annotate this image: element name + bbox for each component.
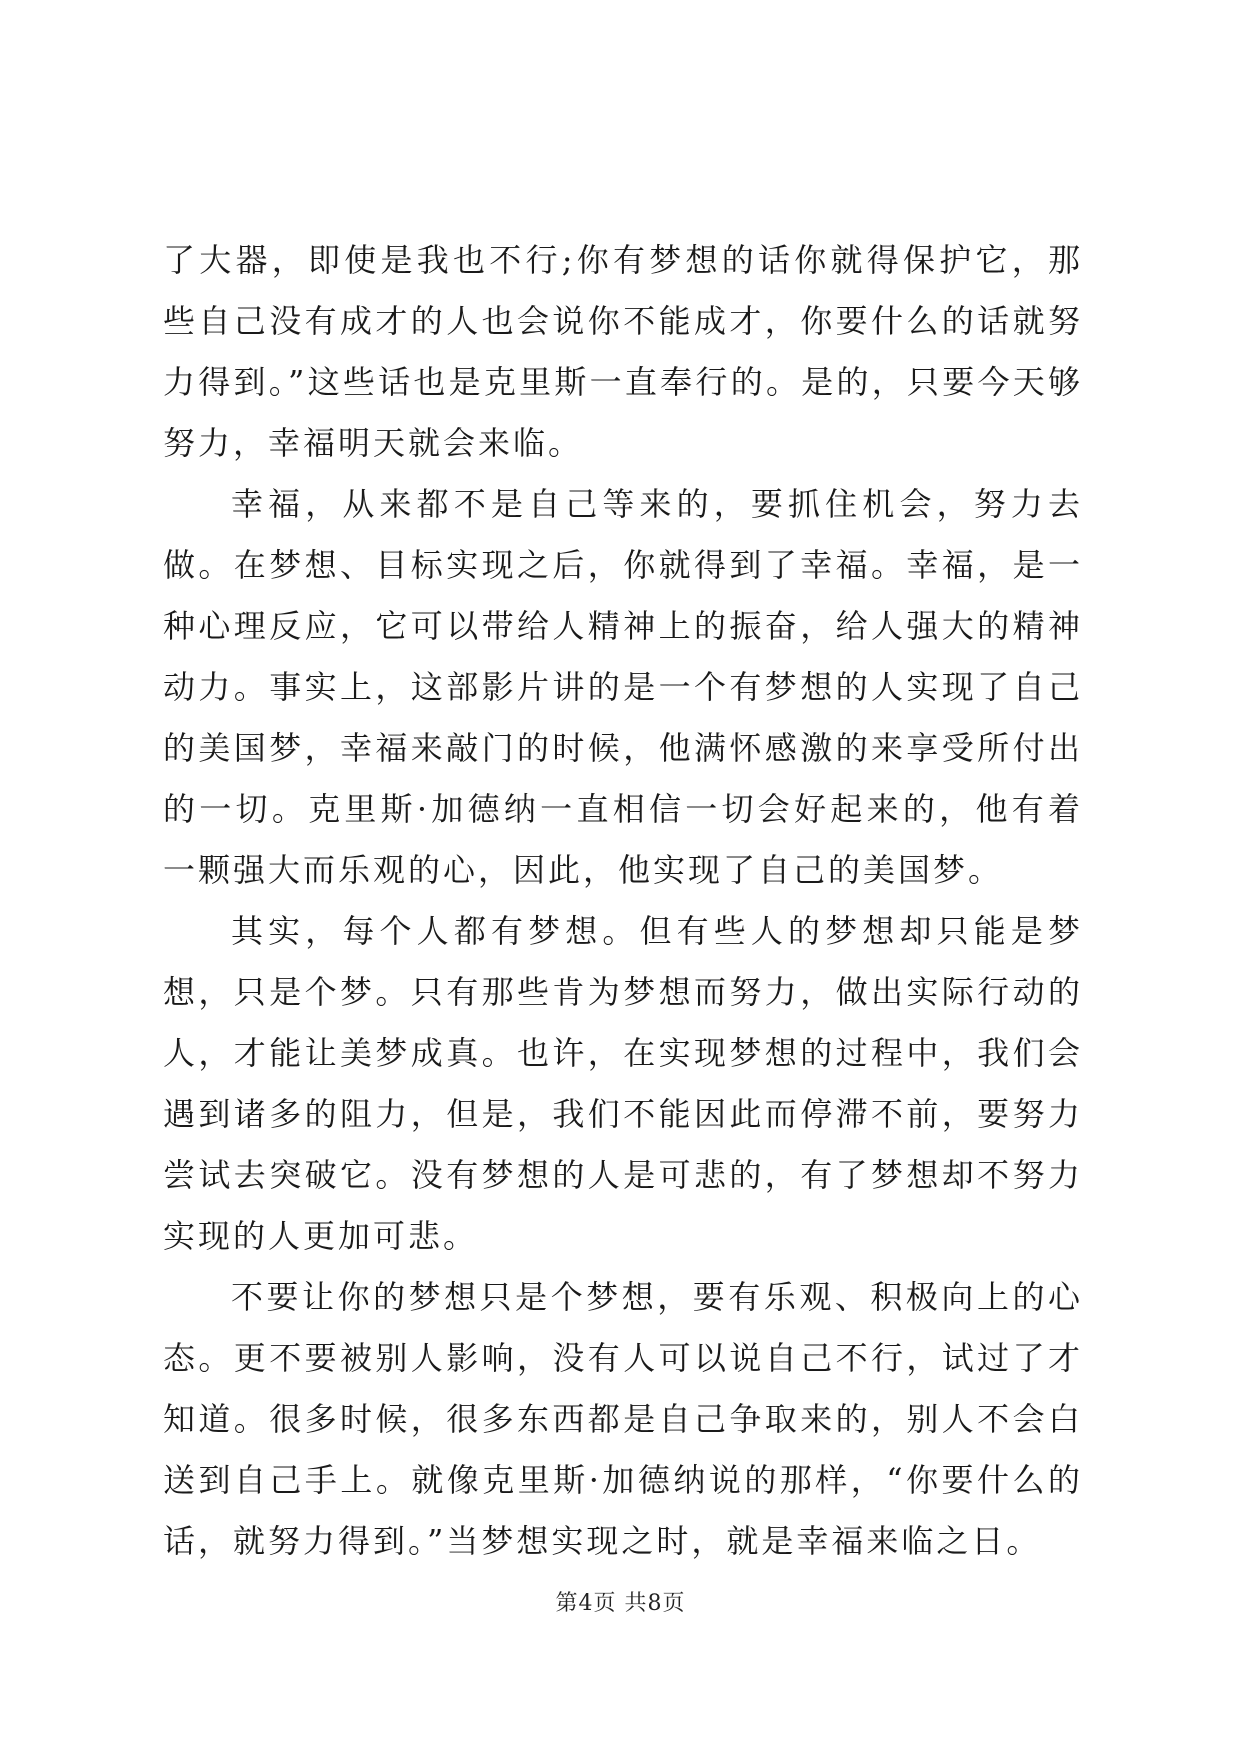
paragraph-continued: 了大器，即使是我也不行;你有梦想的话你就得保护它，那些自己没有成才的人也会说你不能成才，你要什么的话就努力得到。”这些话也是克里斯一直奉行的。是的，只要今天够努力，幸福明天就会来临。 bbox=[163, 241, 1083, 462]
paragraph: 其实，每个人都有梦想。但有些人的梦想却只能是梦想，只是个梦。只有那些肯为梦想而努力，做出实际行动的人，才能让美梦成真。也许，在实现梦想的过程中，我们会遇到诸多的阻力，但是，我们不能因此而停滞不前，要努力尝试去突破它。没有梦想的人是可悲的，有了梦想却不努力实现的人更加可悲。 bbox=[163, 912, 1083, 1255]
paragraph: 不要让你的梦想只是个梦想，要有乐观、积极向上的心态。更不要被别人影响，没有人可以说自己不行，试过了才知道。很多时候，很多东西都是自己争取来的，别人不会白送到自己手上。就像克里斯·加德纳说的那样，“你要什么的话，就努力得到。”当梦想实现之时，就是幸福来临之日。 bbox=[163, 1278, 1083, 1560]
page-number-footer: 第4页 共8页 bbox=[555, 1591, 686, 1616]
paragraph: 幸福，从来都不是自己等来的，要抓住机会，努力去做。在梦想、目标实现之后，你就得到了幸福。幸福，是一种心理反应，它可以带给人精神上的振奋，给人强大的精神动力。事实上，这部影片讲的是一个有梦想的人实现了自己的美国梦，幸福来敲门的时候，他满怀感激的来享受所付出的一切。克里斯·加德纳一直相信一切会好起来的，他有着一颗强大而乐观的心，因此，他实现了自己的美国梦。 bbox=[163, 485, 1083, 889]
body-text bbox=[163, 230, 1083, 1572]
